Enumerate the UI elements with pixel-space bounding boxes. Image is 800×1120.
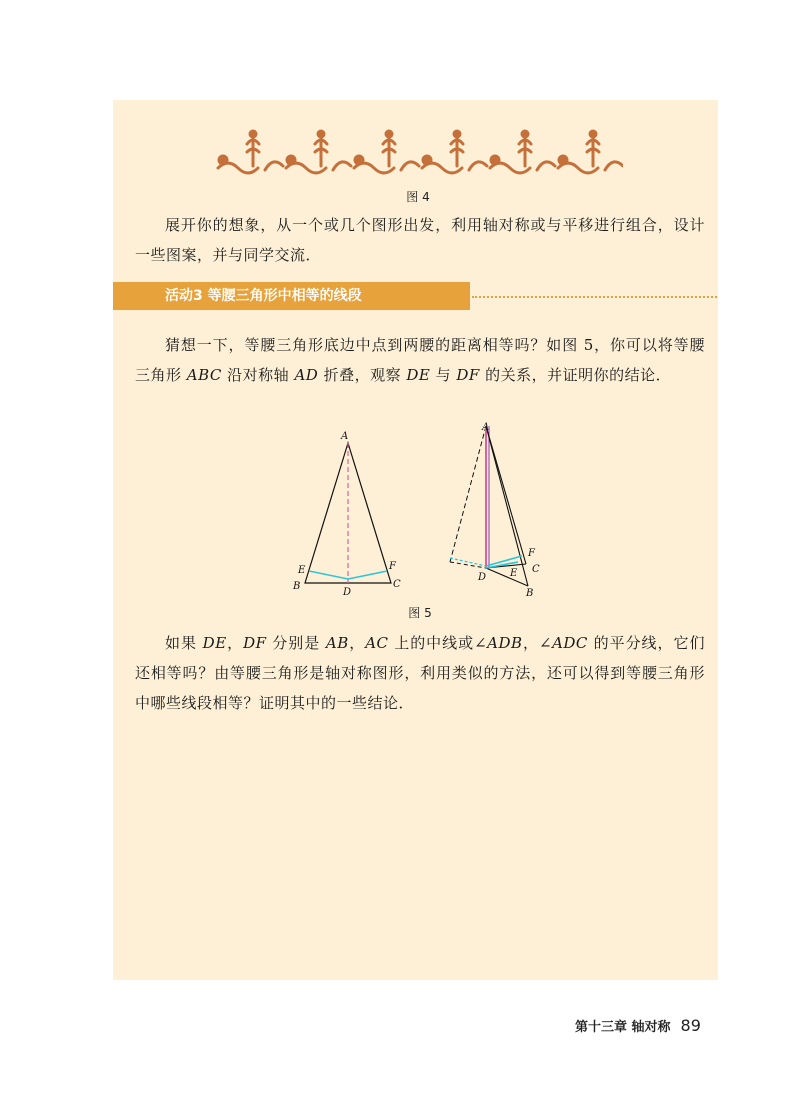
label-d: D — [343, 587, 352, 598]
segment-de — [309, 571, 348, 579]
label-c: C — [393, 579, 401, 590]
label-a: A — [341, 431, 349, 442]
text: 上的中线或∠ — [388, 634, 488, 652]
text: ， — [348, 634, 366, 652]
text: 沿对称轴 — [221, 366, 295, 384]
paragraph-medians-bisectors — [135, 628, 705, 718]
label-f: F — [389, 561, 396, 572]
label-b: B — [526, 588, 534, 599]
label-d: D — [478, 572, 487, 583]
paragraph-conjecture — [135, 330, 705, 390]
page-number: 89 — [680, 1016, 701, 1035]
segment-df — [348, 571, 387, 579]
math-adb: ADB — [487, 634, 523, 652]
figure4-ornament-pattern — [213, 120, 623, 180]
math-df: DF — [456, 366, 480, 384]
segment-de-original — [450, 558, 486, 566]
page-footer — [575, 1016, 701, 1035]
text: 与 — [430, 366, 457, 384]
text: 折叠，观察 — [318, 366, 407, 384]
math-ab: AB — [325, 634, 349, 652]
text: 猜想一下，等腰三角形底边中点到两腰的距离相等吗？如图 5，你可以将等腰三角形 — [135, 336, 705, 384]
text: ， — [226, 634, 244, 652]
activity-title: 活动3 等腰三角形中相等的线段 — [165, 288, 362, 304]
text: 分别是 — [266, 634, 326, 652]
math-ac: AC — [365, 634, 389, 652]
math-adc: ADC — [552, 634, 588, 652]
text: 的平分线，它们还相等吗？由等腰三角形是轴对称图形，利用类似的方法，还可以得到等腰三角形中哪些线段相等？证明其中的一些结论． — [135, 634, 705, 712]
label-a: A — [482, 422, 490, 433]
math-df: DF — [243, 634, 267, 652]
figure5-left-triangle — [285, 425, 415, 600]
math-abc: ABC — [186, 366, 222, 384]
activity-dotted-divider — [472, 296, 717, 298]
text: 如果 — [165, 634, 203, 652]
segment-db — [486, 568, 528, 586]
label-f: F — [528, 548, 535, 559]
chapter-title: 第十三章 轴对称 — [575, 1020, 671, 1035]
label-e: E — [510, 568, 518, 579]
figure5-right-folded-triangle — [440, 418, 550, 600]
label-c: C — [532, 564, 540, 575]
math-de: DE — [202, 634, 227, 652]
label-b: B — [293, 581, 301, 592]
figure4-caption: 图 4 — [406, 190, 430, 204]
text: ，∠ — [522, 634, 553, 652]
paragraph-design-patterns: 展开你的想象，从一个或几个图形出发，利用轴对称或与平移进行组合，设计一些图案，并与同学交流． — [135, 216, 705, 264]
text: 的关系，并证明你的结论． — [479, 366, 672, 384]
side-ab-folded — [486, 426, 528, 586]
dashed-side-ab — [450, 426, 486, 562]
math-de: DE — [406, 366, 431, 384]
math-ad: AD — [294, 366, 319, 384]
figure5-caption: 图 5 — [408, 606, 432, 620]
label-e: E — [298, 565, 306, 576]
